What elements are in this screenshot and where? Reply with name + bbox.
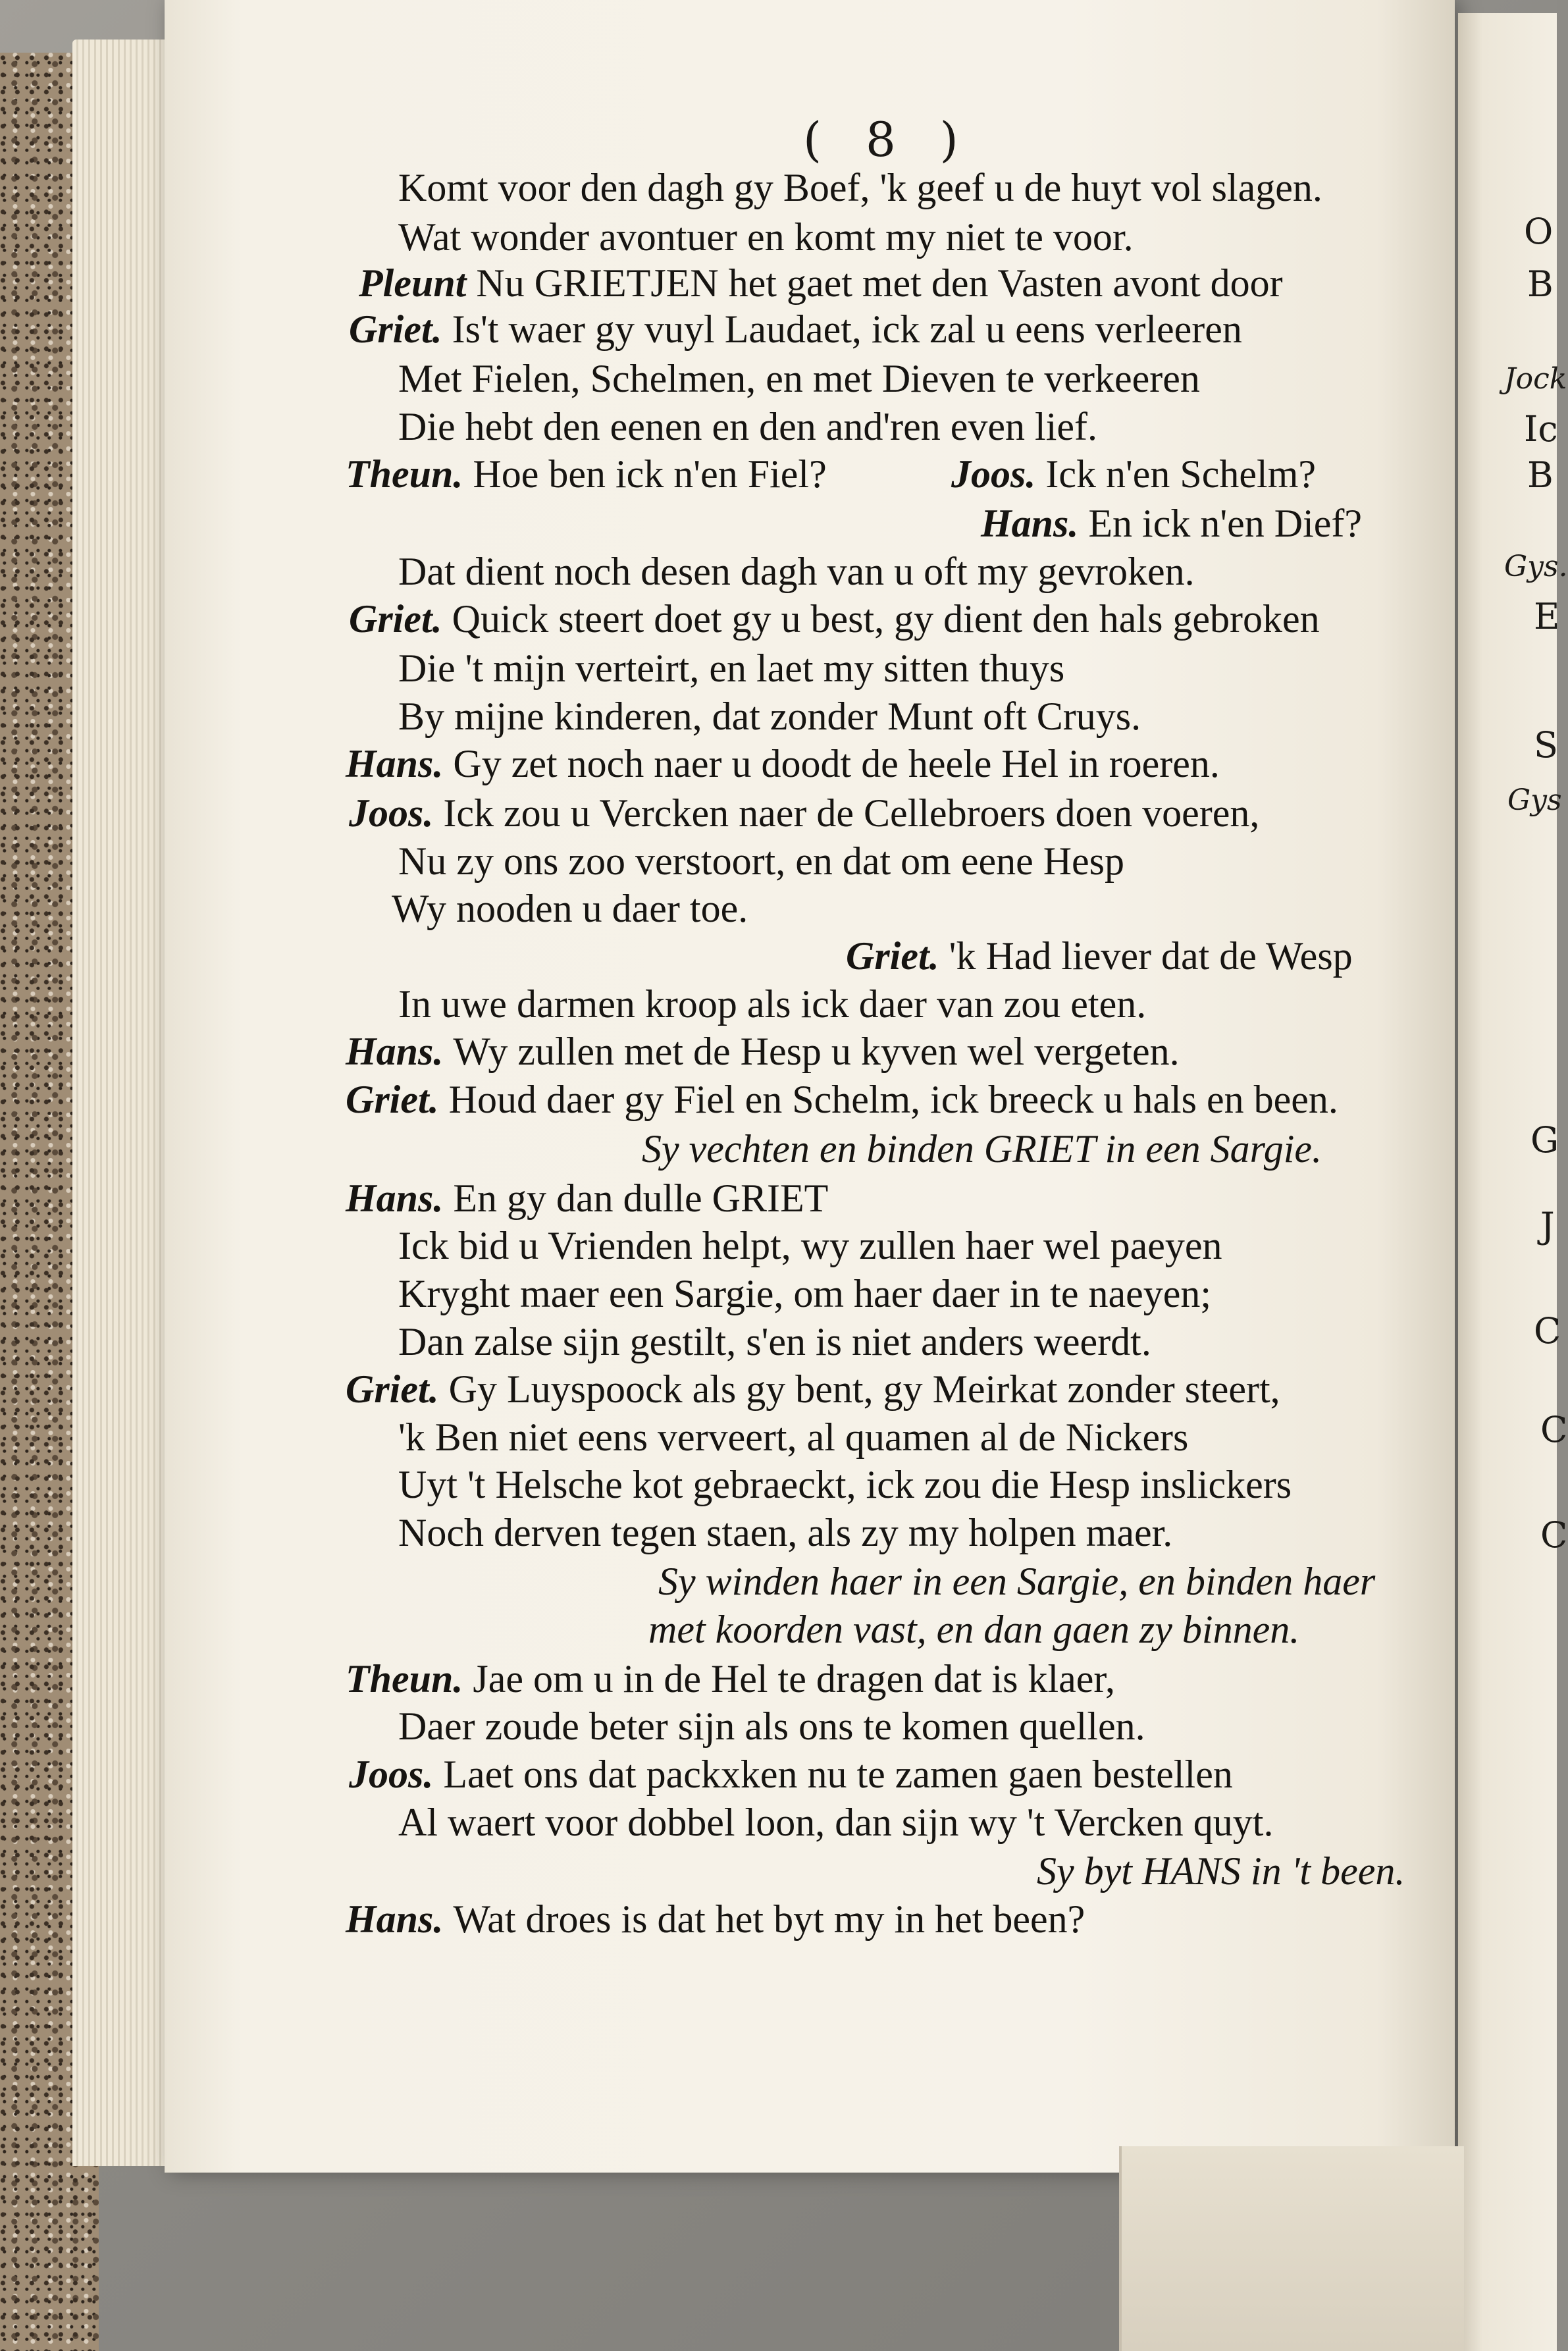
verse-text: Dat dient noch desen dagh van u oft my gevroken. [398,550,1195,593]
stage-direction: met koorden vast, en dan gaen zy binnen. [648,1608,1300,1651]
verse-line [349,1755,1233,1794]
verse-line [346,1899,1085,1939]
stage-direction: Sy vechten en binden GRIET in een Sargie. [642,1127,1322,1171]
verse-text: Wy zullen met de Hesp u kyven wel vergeten. [453,1030,1180,1073]
verse-text: Kryght maer een Sargie, om haer daer in te naeyen; [398,1272,1212,1315]
speaker-name: Hans. [346,1897,454,1941]
speaker-name: Joos. [951,452,1046,496]
verse-line [346,744,1220,783]
speaker-name: Griet. [349,307,452,351]
verse-line [398,1417,1188,1457]
verse-text: Gy zet noch naer u doodt de heele Hel in roeren. [453,742,1220,785]
verse-line [349,309,1242,349]
speaker-name: Theun. [346,1657,473,1701]
speaker-name: Joos. [349,1753,444,1796]
verse-line [846,936,1353,976]
verse-text: Nu zy ons zoo verstoort, en dat om eene Hesp [398,839,1125,883]
verse-text: Ick n'en Schelm? [1045,452,1317,496]
verse-text: 'k Had liever dat de Wesp [949,934,1353,978]
speaker-name: Hans. [346,1176,454,1220]
verse-text: Wy nooden u daer toe. [392,887,748,930]
verse-line [346,1032,1180,1071]
facing-page-letter: S [1534,724,1558,766]
loose-paper-slip [1119,2146,1464,2351]
verse-line [398,1706,1145,1746]
verse-line [398,1803,1273,1842]
facing-page-letter: B [1527,263,1554,305]
verse-text: Al waert voor dobbel loon, dan sijn wy 't Vercken quyt. [398,1801,1274,1844]
verse-text: By mijne kinderen, dat zonder Munt oft Cruys. [398,695,1141,738]
facing-page-letter: C [1534,1310,1561,1352]
verse-line [398,984,1146,1024]
verse-text: Die hebt den eenen en den and'ren even lief. [398,405,1097,448]
verse-text: Wat wonder avontuer en komt my niet te voor. [398,215,1134,259]
speaker-name: Pleunt [359,261,477,305]
facing-page-letter: E [1534,596,1560,637]
verse-line [398,1322,1151,1361]
verse-line [398,1226,1222,1265]
facing-page-letter: Ic [1524,408,1558,450]
verse-text: Uyt 't Helsche kot gebraeckt, ick zou die Hesp inslickers [398,1463,1292,1506]
speaker-name: Griet. [846,934,949,978]
speaker-name: Griet. [346,1078,449,1121]
speaker-name: Griet. [346,1367,449,1411]
speaker-name: Theun. [346,452,473,496]
verse-text: En gy dan dulle GRIET [453,1176,829,1220]
facing-page-letter: B [1527,454,1554,496]
verse-line [346,1659,1115,1699]
speaker-name: Joos. [349,791,444,835]
verse-line [398,359,1200,398]
verse-text: Ick zou u Vercken naer de Cellebroers doen voeren, [443,791,1260,835]
verse-text: Ick bid u Vrienden helpt, wy zullen haer wel paeyen [398,1224,1222,1267]
speaker-name: Hans. [346,1030,454,1073]
facing-page-letter: Jock [1504,362,1567,396]
verse-line [349,793,1259,833]
verse-text: Die 't mijn verteirt, en laet my sitten thuys [398,647,1065,690]
speaker-name: Hans. [346,742,454,785]
facing-page-letter: J [1540,1205,1555,1246]
verse-text: Komt voor den dagh gy Boef, 'k geef u de huyt vol slagen. [398,166,1322,209]
facing-page-letter: G [1530,1119,1559,1161]
verse-text: Jae om u in de Hel te dragen dat is klaer, [473,1657,1115,1701]
verse-line [398,1465,1292,1504]
verse-text: Laet ons dat packxken nu te zamen gaen bestellen [443,1753,1233,1796]
verse-line [346,1178,828,1218]
verse-line [951,454,1316,494]
verse-line [398,168,1322,207]
verse-text: Quick steert doet gy u best, gy dient den hals gebroken [452,597,1320,641]
verse-line [398,1513,1172,1552]
verse-text: Hoe ben ick n'en Fiel? [473,452,827,496]
verse-text: Daer zoude beter sijn als ons te komen quellen. [398,1704,1145,1748]
stage-direction: Sy winden haer in een Sargie, en binden haer [658,1560,1376,1603]
verse-line [359,263,1283,303]
speaker-name: Hans. [981,502,1089,545]
verse-text: En ick n'en Dief? [1088,502,1363,545]
verse-line [398,1274,1211,1313]
verse-text: In uwe darmen kroop als ick daer van zou eten. [398,982,1147,1026]
verse-text: Gy Luyspoock als gy bent, gy Meirkat zonder steert, [448,1367,1280,1411]
facing-page-letter: O [1524,211,1554,252]
verse-text: Wat droes is dat het byt my in het been? [453,1897,1085,1941]
verse-line [398,697,1141,736]
verse-line [349,599,1320,639]
verse-text: Houd daer gy Fiel en Schelm, ick breeck u hals en been. [448,1078,1338,1121]
verse-line [981,504,1362,543]
verse-line [346,454,827,494]
verse-line [398,648,1064,688]
verse-line [346,1369,1280,1409]
verse-line [398,841,1124,881]
verse-text: Dan zalse sijn gestilt, s'en is niet anders weerdt. [398,1320,1151,1363]
verse-line [398,552,1195,591]
verse-text: 'k Ben niet eens verveert, al quamen al de Nickers [398,1415,1189,1459]
facing-page-letter: C [1540,1409,1568,1450]
verse-text: Met Fielen, Schelmen, en met Dieven te verkeeren [398,357,1200,400]
verse-line [398,407,1097,446]
facing-page-letter: Gys [1507,783,1562,817]
verse-text: Noch derven tegen staen, als zy my holpen maer. [398,1511,1173,1554]
speaker-name: Griet. [349,597,452,641]
facing-page-letter: C [1540,1514,1568,1556]
verse-line [398,217,1134,257]
stage-direction: Sy byt HANS in 't been. [1037,1849,1405,1893]
verse-line [392,889,748,928]
page-number: ( 8 ) [803,112,973,167]
facing-page-letter: Gys. [1504,550,1568,583]
verse-text: Nu GRIETJEN het gaet met den Vasten avont door [476,261,1283,305]
verse-text: Is't waer gy vuyl Laudaet, ick zal u eens verleeren [452,307,1242,351]
verse-line [346,1080,1338,1119]
